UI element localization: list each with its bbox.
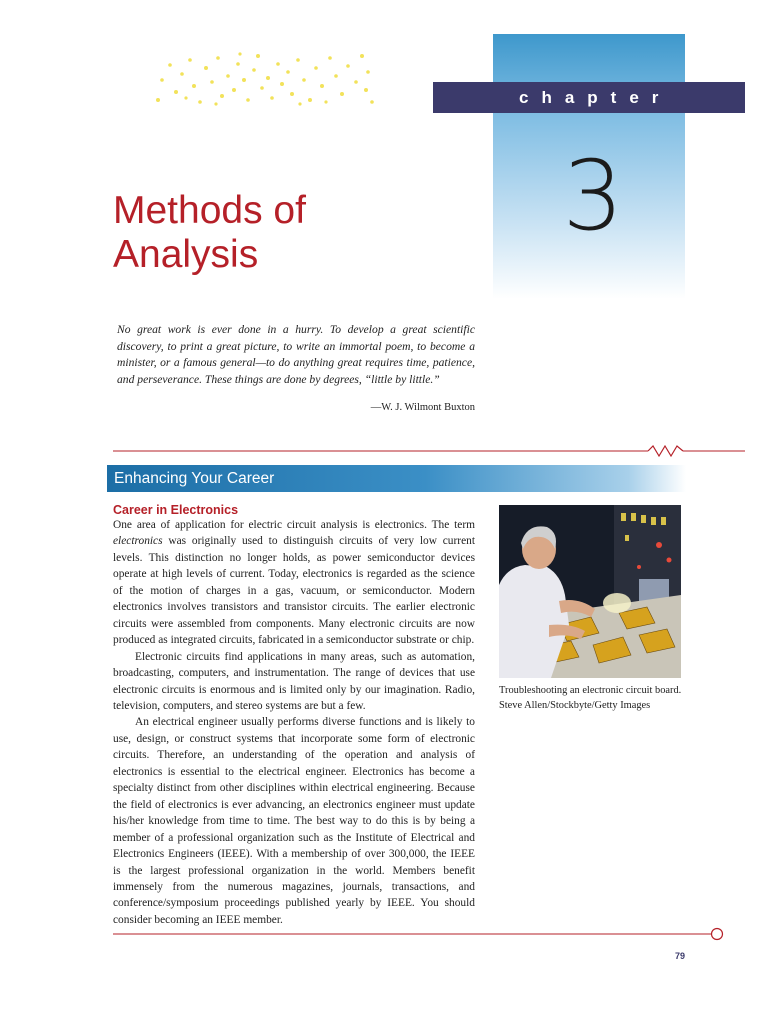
figure-caption-block xyxy=(499,683,689,713)
section-banner xyxy=(107,465,686,492)
chapter-label-bar xyxy=(433,82,745,113)
section-banner-title: Enhancing Your Career xyxy=(114,470,275,487)
chapter-title-line-1: Methods of xyxy=(113,189,306,232)
decorative-dots xyxy=(150,50,390,110)
chapter-number: 3 xyxy=(562,140,624,252)
emphasized-term: electronics xyxy=(113,535,163,548)
section-body xyxy=(113,517,475,928)
epigraph-attribution: —W. J. Wilmont Buxton xyxy=(370,402,475,413)
page-number: 79 xyxy=(674,951,685,961)
body-paragraph-1-part-1: One area of application for electric circuit analysis is electronics. The term xyxy=(113,519,475,531)
body-paragraph-2: Electronic circuits find applications in many areas, such as automation, broadcasting, computers, and instrumentation. The range of devices that use electronic circuits is enormous and is limited only by our imagination. Radio, television, computers, and stereo systems are but a few. xyxy=(113,650,475,712)
chapter-title-line-2: Analysis xyxy=(113,233,259,276)
circuit-board-photo xyxy=(499,505,681,678)
body-paragraph-1-part-2: was originally used to distinguish circuits of very low current levels. This distinction no longer holds, as power semiconductor devices operate at high levels of current. Today, electronics is regarded as the science of the motion of charges in a gas, vacuum, or semiconductor. Modern electronics involves transistors and transistor circuits. The earlier electronic circuits were assembled from components. Many electronic circuits are now produced as integrated circuits, fabricated in a semiconductor substrate or chip. xyxy=(113,535,475,647)
body-paragraph-3: An electrical engineer usually performs diverse functions and is likely to use, design, or construct systems that incorporate some form of electronic circuits. Therefore, an understanding of the operation and analysis of electronics is essential to the electrical engineer. Electronics has become a specialty distinct from other disciplines within electrical engineering. Because the field of electronics is ever advancing, an electronics engineer must update his/her knowledge from time to time. The best way to do this is by being a member of a professional organization such as the Institute of Electrical and Electronics Engineers (IEEE). With a membership of over 300,000, the IEEE is the largest professional organization in the world. Members benefit immensely from the numerous magazines, journals, transactions, and conference/symposium proceedings published yearly by IEEE. You should consider becoming an IEEE member. xyxy=(113,716,475,926)
epigraph-quote: No great work is ever done in a hurry. To develop a great scientific discovery, to print a great picture, to write an immortal poem, to become a minister, or a famous general—to do anything great requires time, patience, and perseverance. These things are done by degrees, “little by little.” xyxy=(117,323,475,386)
chapter-label: chapter xyxy=(519,88,672,107)
body-paragraph-1 xyxy=(113,517,475,649)
section-divider-zigzag xyxy=(113,443,745,459)
chapter-title xyxy=(113,189,413,277)
section-subheading: Career in Electronics xyxy=(113,503,239,517)
figure-credit: Steve Allen/Stockbyte/Getty Images xyxy=(499,700,651,711)
footer-rule xyxy=(113,926,725,942)
figure-caption: Troubleshooting an electronic circuit board. xyxy=(499,685,682,696)
